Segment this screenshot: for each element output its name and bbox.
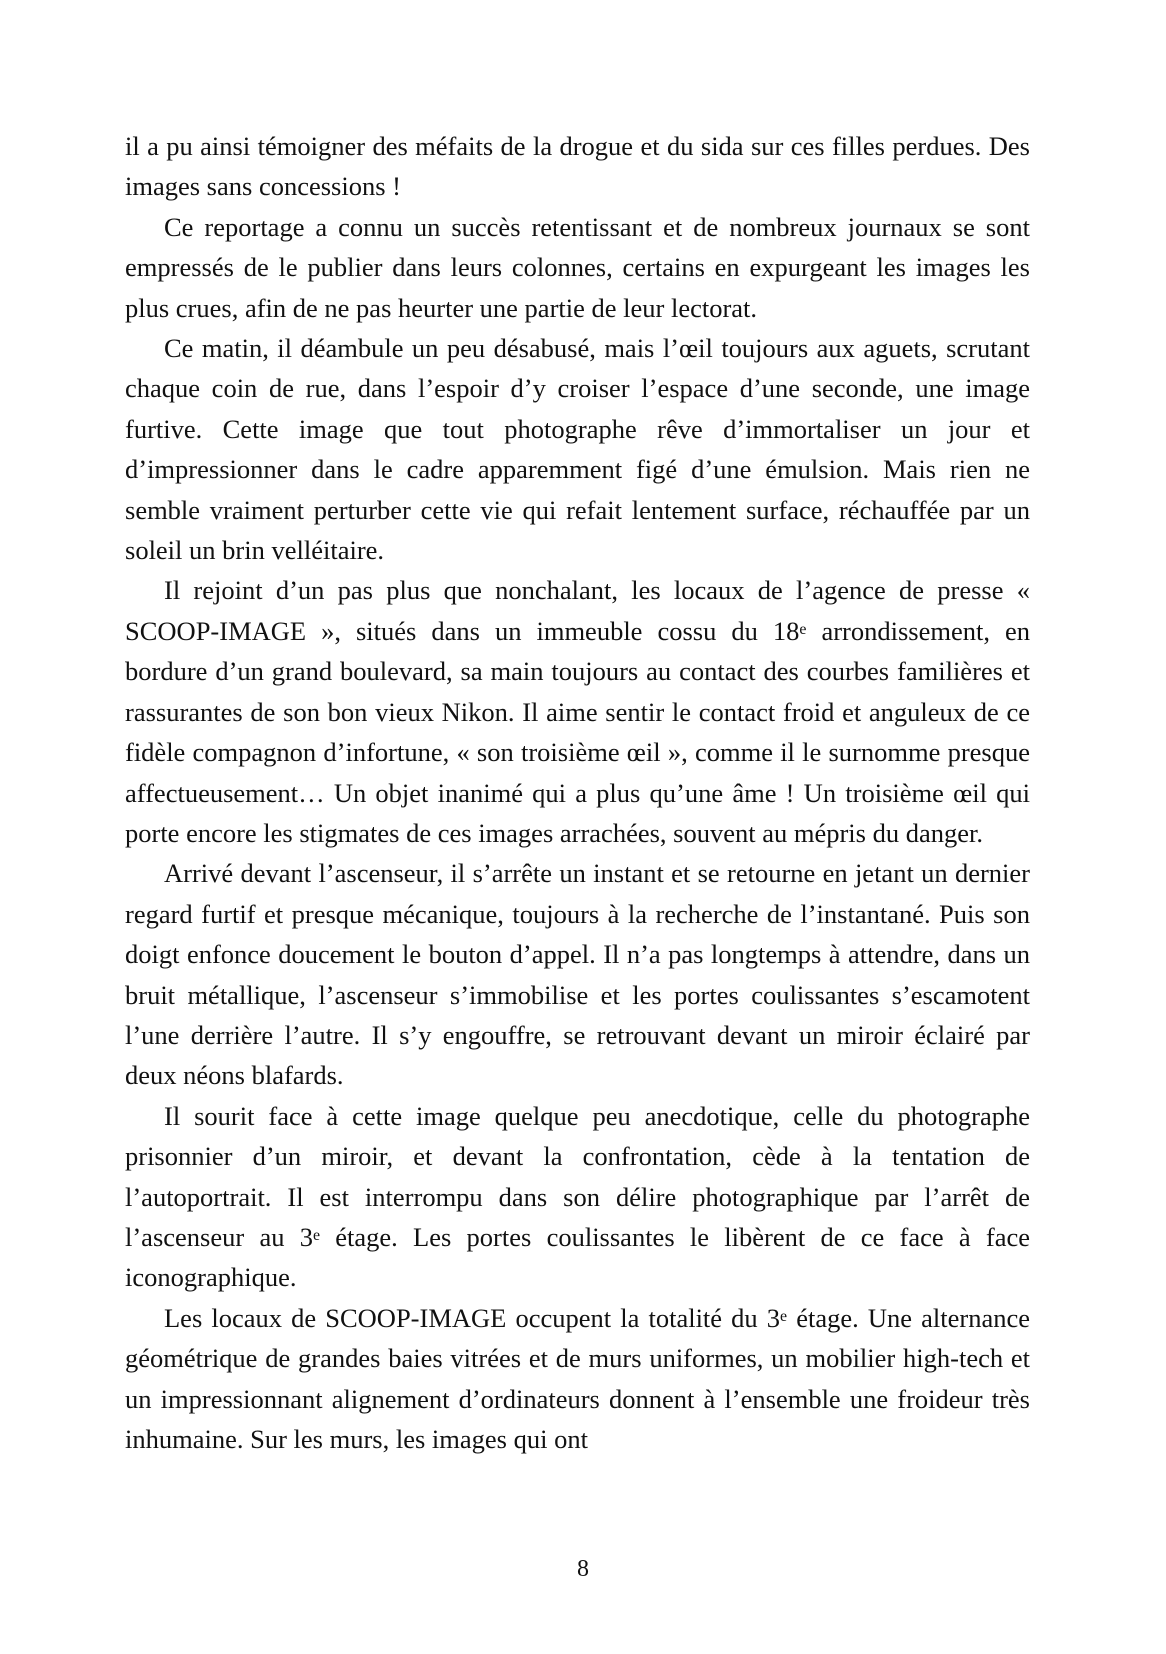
page-number: 8	[577, 1556, 589, 1582]
paragraph-2	[125, 207, 1030, 328]
ordinal-superscript: e	[312, 1227, 321, 1245]
paragraph-4-text-b: arrondissement, en bordure d’un grand boulevard, sa main toujours au contact des courbes familières et rassurantes de son bon vieux Nikon. Il aime sentir le contact froid et anguleux de ce fidèle compagnon d’infortune, « son troisième œil », comme il le surnomme presque affectueusement… Un objet inanimé qui a plus qu’une âme ! Un troisième œil qui porte encore les stigmates de ces images arrachées, souvent au mépris du danger.	[125, 615, 1030, 848]
paragraph-2-text: Ce reportage a connu un succès retentissant et de nombreux journaux se sont empressés de le publier dans leurs colonnes, certains en expurgeant les images les plus crues, afin de ne pas heurter une partie de leur lectorat.	[125, 211, 1030, 323]
paragraph-7-text-b: étage. Une alternance géométrique de grandes baies vitrées et de murs uniformes, un mobilier high-tech et un impressionnant alignement d’ordinateurs donnent à l’ensemble une froideur très inhumaine. Sur les murs, les images qui ont	[125, 1302, 1030, 1454]
paragraph-3	[125, 328, 1030, 570]
paragraph-5	[125, 853, 1030, 1095]
ordinal-superscript: e	[780, 1308, 788, 1326]
paragraph-1-text: il a pu ainsi témoigner des méfaits de la drogue et du sida sur ces filles perdues. Des images sans concessions !	[125, 131, 1030, 202]
paragraph-3-text: Ce matin, il déambule un peu désabusé, mais l’œil toujours aux aguets, scrutant chaque coin de rue, dans l’espoir d’y croiser l’espace d’une seconde, une image furtive. Cette image que tout photographe rêve d’immortaliser un jour et d’impressionner dans le cadre apparemment figé d’une émulsion. Mais rien ne semble vraiment perturber cette vie qui refait lentement surface, réchauffée par un soleil un brin velléitaire.	[125, 333, 1030, 566]
paragraph-4-text-a: Il rejoint d’un pas plus que nonchalant, les locaux de l’agence de presse « SCOOP-IMAGE », situés dans un immeuble cossu du 18	[125, 575, 1030, 646]
paragraph-4	[125, 570, 1030, 853]
body-text	[125, 126, 1030, 1459]
ordinal-superscript: e	[799, 621, 807, 639]
paragraph-6-text-a: Il sourit face à cette image quelque peu anecdotique, celle du photographe prisonnier d’un miroir, et devant la confrontation, cède à la tentation de l’autoportrait. Il est interrompu dans son délire photographique par l’arrêt de l’ascenseur au 3	[125, 1100, 1030, 1252]
paragraph-5-text: Arrivé devant l’ascenseur, il s’arrête un instant et se retourne en jetant un dernier regard furtif et presque mécanique, toujours à la recherche de l’instantané. Puis son doigt enfonce doucement le bouton d’appel. Il n’a pas longtemps à attendre, dans un bruit métallique, l’ascenseur s’immobilise et les portes coulissantes s’escamotent l’une derrière l’autre. Il s’y engouffre, se retrouvant devant un miroir éclairé par deux néons blafards.	[125, 858, 1030, 1091]
paragraph-7	[125, 1298, 1030, 1460]
paragraph-6-text-b: étage. Les portes coulissantes le libèrent de ce face à face iconographique.	[125, 1221, 1030, 1293]
paragraph-6	[125, 1096, 1030, 1298]
paragraph-1	[125, 126, 1030, 207]
paragraph-7-text-a: Les locaux de SCOOP-IMAGE occupent la totalité du 3	[164, 1302, 781, 1333]
